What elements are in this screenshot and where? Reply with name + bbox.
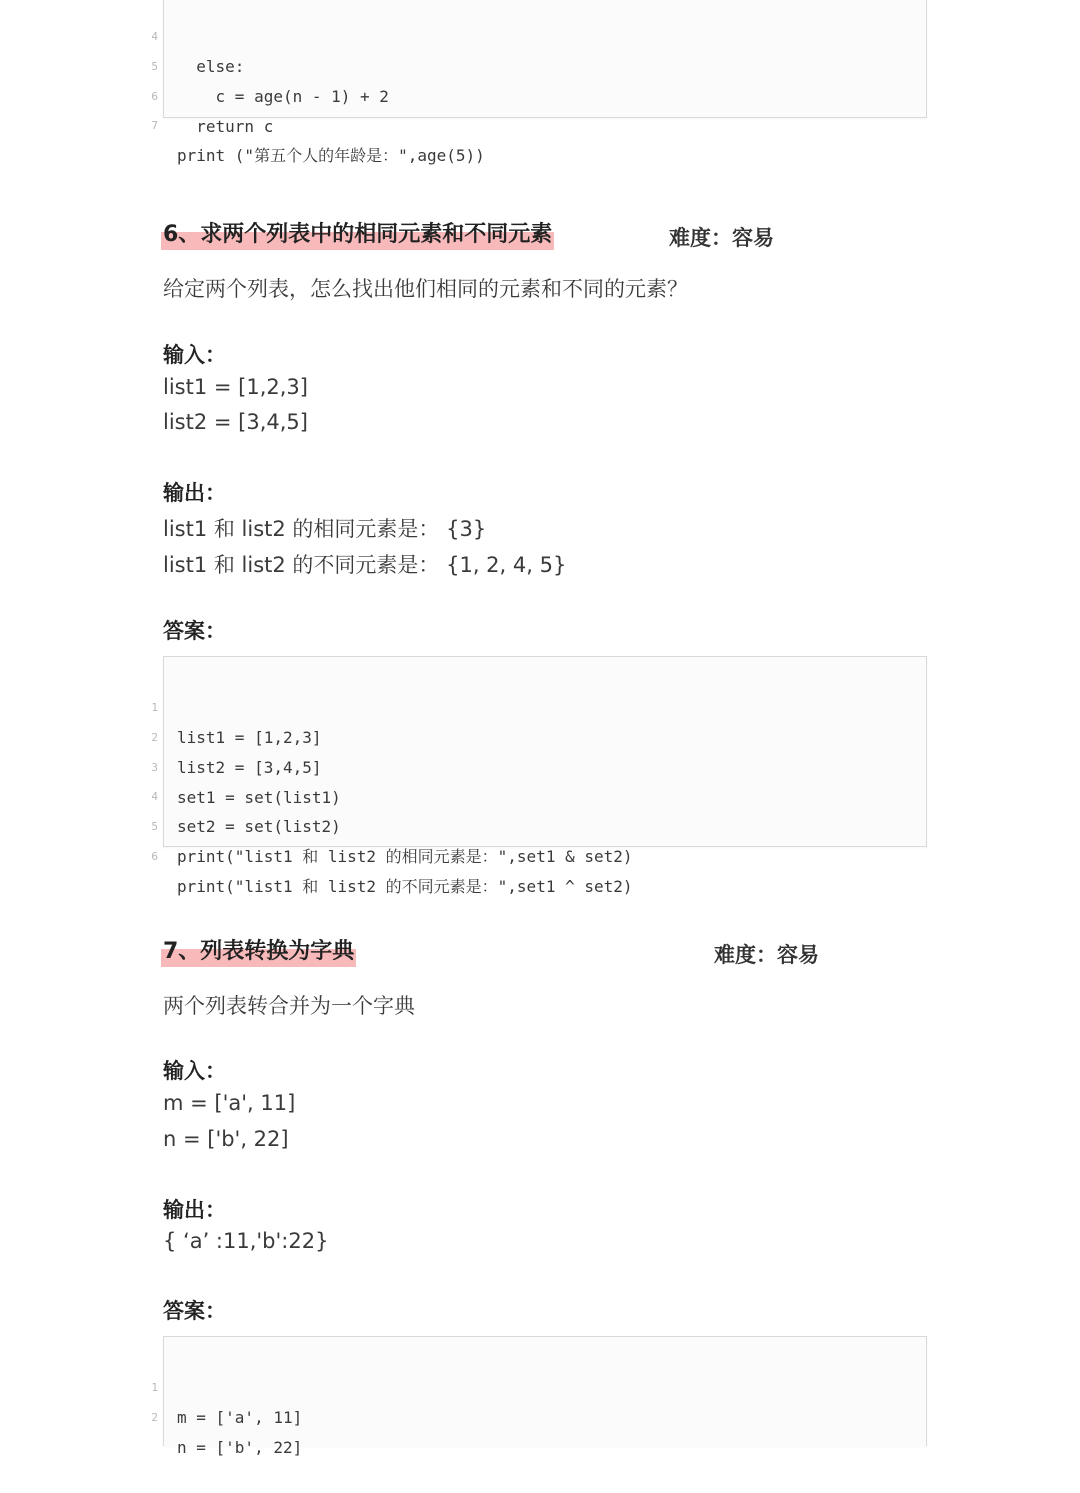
line-number: 5 [151,60,158,73]
code-text: print("list1 和 list2 的不同元素是：",set1 ^ set2) [177,877,633,896]
q7-answer-label: 答案： [163,1299,226,1323]
line-number: 6 [151,90,158,103]
line-number: 6 [151,850,158,863]
q6-output-line: list1 和 list2 的不同元素是： {1, 2, 4, 5} [163,553,567,577]
code-text: else: [177,57,245,76]
code-text: list1 = [1,2,3] [177,728,322,747]
q7-difficulty: 难度：容易 [714,943,819,967]
code-line [151,0,926,76]
q6-input-line: list2 = [3,4,5] [163,410,308,434]
q6-code-block [151,656,927,896]
q6-output-label: 输出： [163,481,226,505]
q7-output-label: 输出： [163,1198,226,1222]
code-text: m = ['a', 11] [177,1408,303,1427]
line-number: 5 [151,820,158,833]
line-number: 1 [151,1381,158,1394]
line-number: 4 [151,30,158,43]
q6-difficulty: 难度：容易 [669,226,774,250]
code-block-previous [151,0,927,165]
code-text: set1 = set(list1) [177,788,341,807]
code-text: print ("第五个人的年龄是：",age(5)) [177,146,485,165]
q6-input-label: 输入： [163,343,226,367]
code-text: list2 = [3,4,5] [177,758,322,777]
line-number: 4 [151,790,158,803]
q6-title: 6、求两个列表中的相同元素和不同元素 [161,220,554,250]
line-number: 2 [151,731,158,744]
q7-title: 7、列表转换为字典 [161,937,356,967]
q6-output-line: list1 和 list2 的相同元素是： {3} [163,517,487,541]
q7-input-line: m = ['a', 11] [163,1091,296,1115]
code-text: c = age(n - 1) + 2 [177,87,389,106]
code-text: n = ['b', 22] [177,1438,303,1457]
line-number: 1 [151,701,158,714]
q6-description: 给定两个列表，怎么找出他们相同的元素和不同的元素？ [163,277,688,301]
code-line [151,663,926,747]
q7-output-line: { ‘a’ :11,'b':22} [163,1229,329,1253]
code-line [151,1343,926,1427]
q6-input-line: list1 = [1,2,3] [163,375,308,399]
code-text: print("list1 和 list2 的相同元素是：",set1 & set2) [177,847,633,866]
code-text: return c [177,117,274,136]
line-number: 3 [151,761,158,774]
code-text: set2 = set(list2) [177,817,341,836]
q7-input-line: n = ['b', 22] [163,1127,289,1151]
q7-code-block [151,1336,927,1457]
q7-input-label: 输入： [163,1059,226,1083]
line-number: 7 [151,119,158,132]
q7-description: 两个列表转合并为一个字典 [163,994,415,1018]
q6-answer-label: 答案： [163,619,226,643]
line-number: 2 [151,1411,158,1424]
